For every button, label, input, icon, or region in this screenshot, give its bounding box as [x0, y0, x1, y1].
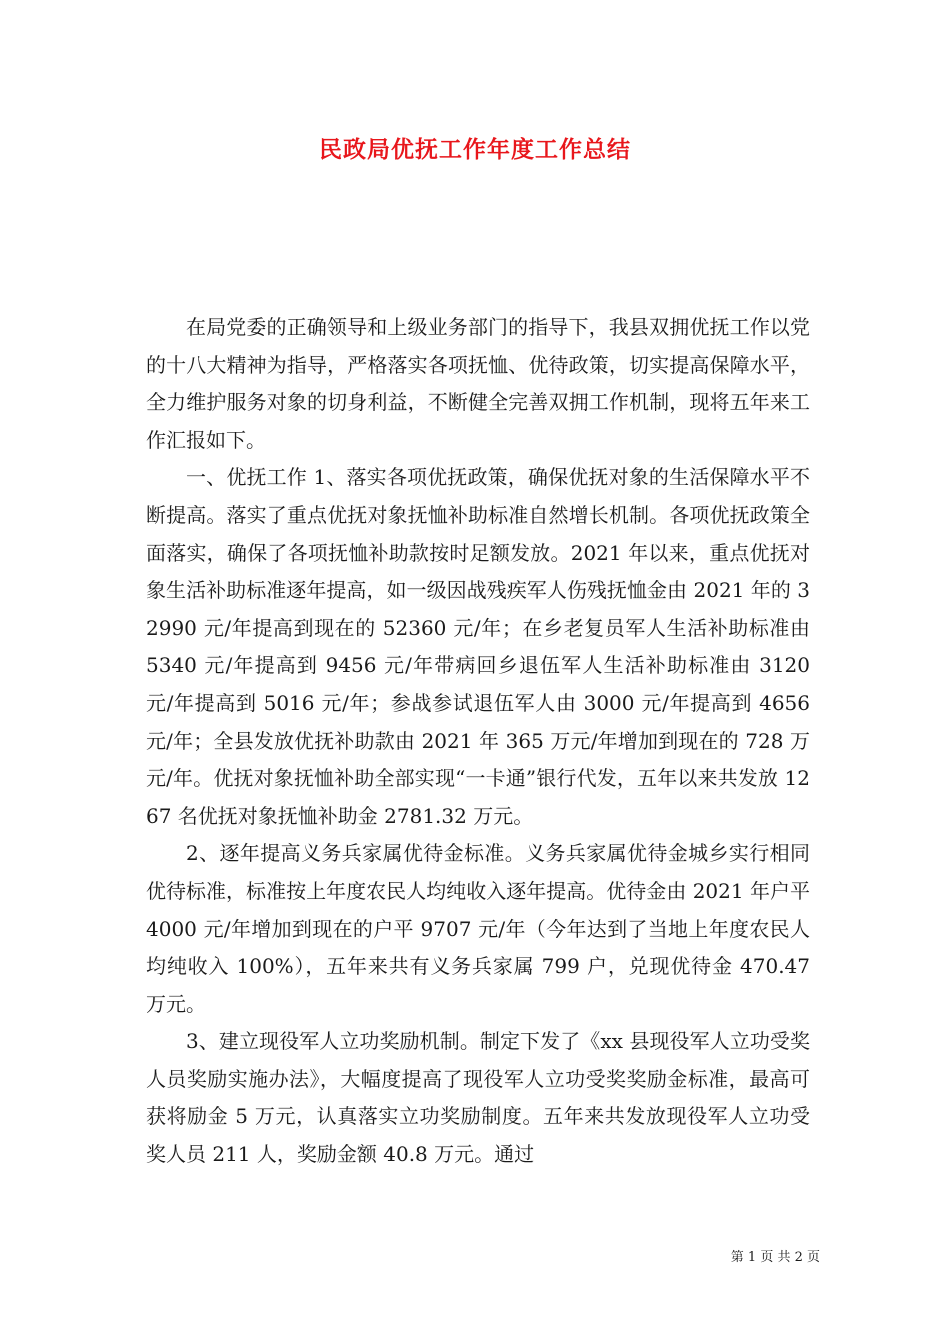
- page-indicator: 第 1 页 共 2 页: [730, 1250, 820, 1265]
- paragraph-intro: 在局党委的正确领导和上级业务部门的指导下，我县双拥优抚工作以党的十八大精神为指导，严格落实各项抚恤、优待政策，切实提高保障水平，全力维护服务对象的切身利益，不断健全完善双拥工作机制，现将五年来工作汇报如下。: [146, 315, 810, 452]
- paragraph-section-3: 3、建立现役军人立功奖励机制。制定下发了《xx 县现役军人立功受奖人员奖励实施办法》，大幅度提高了现役军人立功受奖奖励金标准，最高可获将励金 5 万元，认真落实立功奖励制度。五年来共发放现役军人立功受奖人员 211 人，奖励金额 40.8 万元。通过: [146, 1029, 810, 1167]
- document-body: [146, 309, 810, 1174]
- paragraph-section-2: 2、逐年提高义务兵家属优待金标准。义务兵家属优待金城乡实行相同优待标准，标准按上年度农民人均纯收入逐年提高。优待金由 2021 年户平 4000 元/年增加到现在的户平 9707 元/年（今年达到了当地上年度农民人均纯收入 100%），五年来共有义务兵家属 799 户，兑现优待金 470.47 万元。: [146, 841, 810, 1016]
- paragraph-section-1: 一、优抚工作 1、落实各项优抚政策，确保优抚对象的生活保障水平不断提高。落实了重点优抚对象抚恤补助标准自然增长机制。各项优抚政策全面落实，确保了各项抚恤补助款按时足额发放。2021 年以来，重点优抚对象生活补助标准逐年提高，如一级因战残疾军人伤残抚恤金由 2021 年的 32990 元/年提高到现在的 52360 元/年；在乡老复员军人生活补助标准由 5340 元/年提高到 9456 元/年带病回乡退伍军人生活补助标准由 3120 元/年提高到 5016 元/年；参战参试退伍军人由 3000 元/年提高到 4656 元/年；全县发放优抚补助款由 2021 年 365 万元/年增加到现在的 728 万元/年。优抚对象抚恤补助全部实现“一卡通”银行代发，五年以来共发放 1267 名优抚对象抚恤补助金 2781.32 万元。: [146, 465, 810, 828]
- document-title: 民政局优抚工作年度工作总结: [319, 136, 631, 163]
